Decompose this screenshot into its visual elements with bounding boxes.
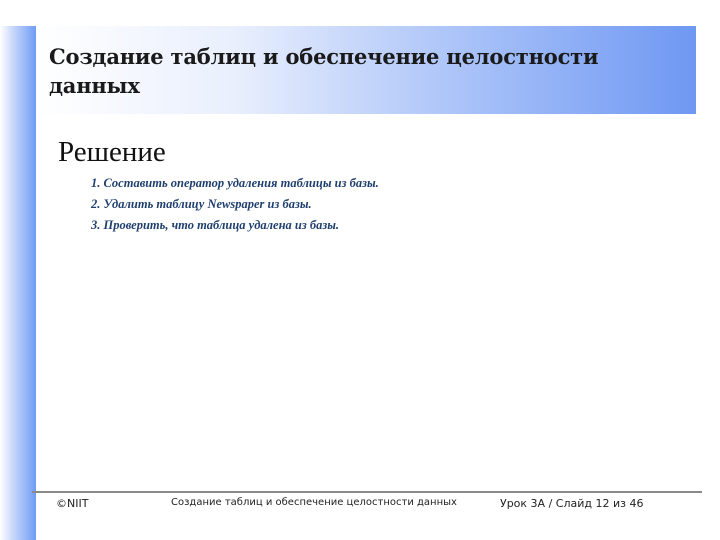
footer-divider xyxy=(32,491,702,493)
slide-title: Создание таблиц и обеспечение целостности данных xyxy=(49,44,599,98)
step-item: 3. Проверить, что таблица удалена из базы. xyxy=(91,218,340,232)
section-heading: Решение xyxy=(58,136,166,168)
footer-page-number: Урок 3A / Слайд 12 из 46 xyxy=(500,497,644,510)
steps-list xyxy=(91,176,379,239)
left-gradient-bar xyxy=(0,26,36,540)
footer-copyright: ©NIIT xyxy=(56,497,89,510)
step-item: 1. Составить оператор удаления таблицы из базы. xyxy=(91,176,379,190)
footer-course-title: Создание таблиц и обеспечение целостности данных xyxy=(171,497,457,508)
step-item: 2. Удалить таблицу Newspaper из базы. xyxy=(91,197,312,211)
title-band xyxy=(36,26,696,114)
